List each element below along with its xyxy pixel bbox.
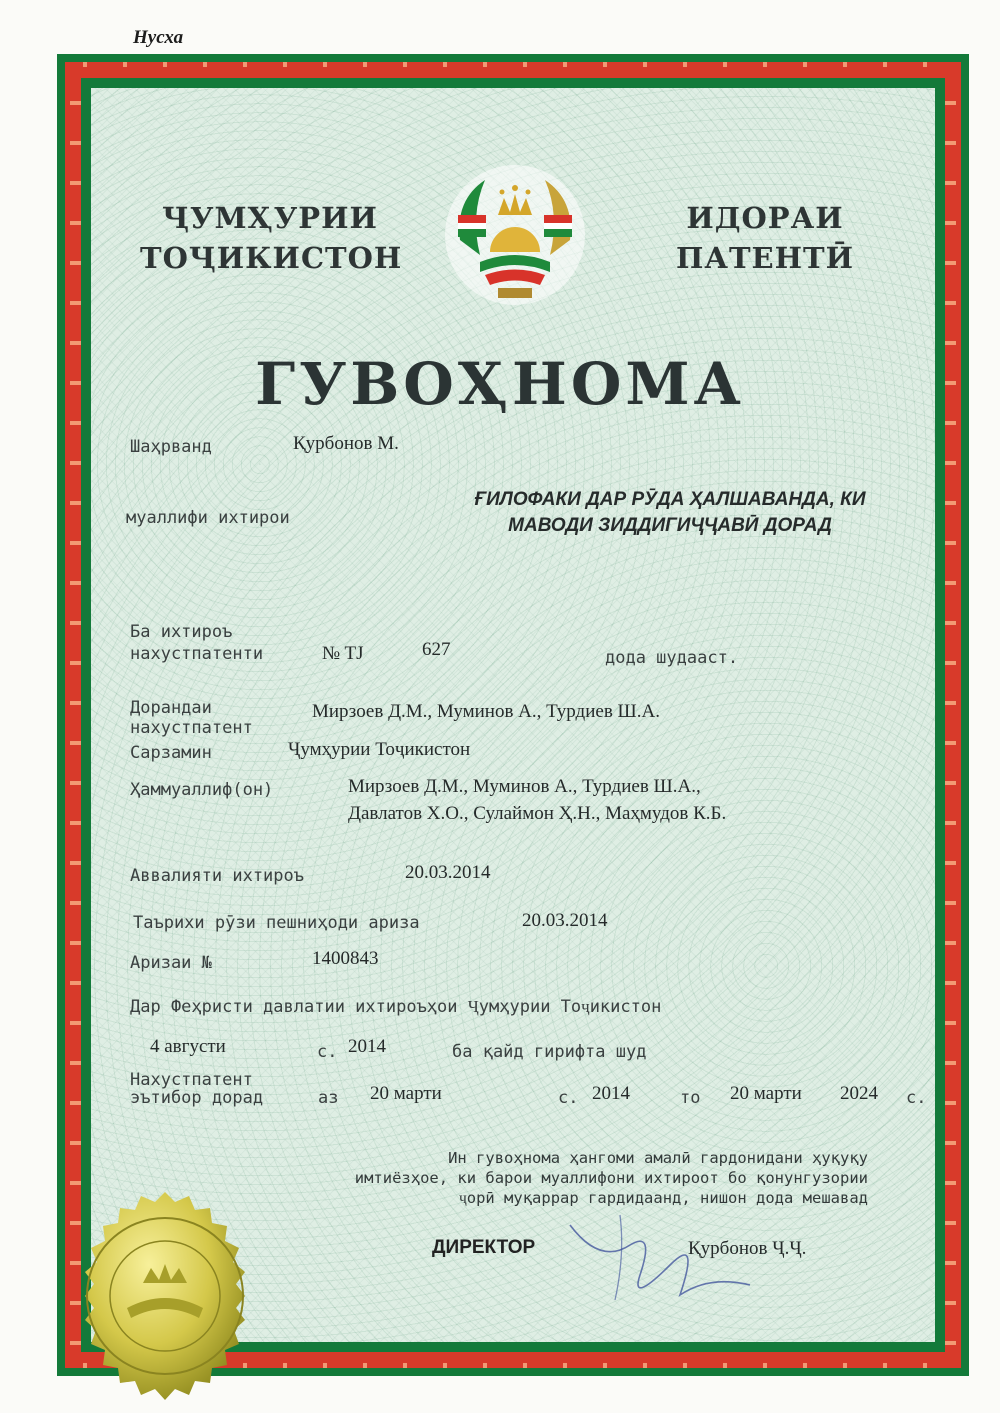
application-value: 1400843 xyxy=(312,948,379,969)
document-title: ГУВОҲНОМА xyxy=(255,350,745,418)
coauthors-line1: Мирзоев Д.М., Муминов А., Турдиев Ш.А., xyxy=(348,776,701,797)
citizen-label: Шаҳрванд xyxy=(130,437,212,457)
notice-paragraph xyxy=(200,1148,868,1208)
priority-label: Аввалияти ихтироъ xyxy=(130,866,304,886)
header-republic-line1: ҶУМҲУРИИ xyxy=(162,201,378,235)
registry-line: Дар Феҳристи давлатии ихтироъҳои Ҷумҳурии Тоҷикистон xyxy=(130,997,662,1017)
validity-label-line1: Нахустпатент xyxy=(130,1070,253,1090)
registry-year: 2014 xyxy=(348,1036,386,1057)
header-patent-office xyxy=(655,198,875,278)
priority-value: 20.03.2014 xyxy=(405,862,491,883)
validity-from-year: 2014 xyxy=(592,1083,630,1104)
patent-number-prefix: № TJ xyxy=(322,643,364,664)
coauthors-line2: Давлатов Х.О., Сулаймон Ҳ.Н., Маҳмудов К.Б. xyxy=(348,803,727,824)
invention-title-line1: ҒИЛОФАКИ ДАР РӮДА ҲАЛШАВАНДА, КИ xyxy=(474,489,866,510)
patent-issued-text: дода шудааст. xyxy=(605,648,739,668)
registry-year-prefix: с. xyxy=(317,1042,338,1062)
notice-line2: имтиёзҳое, ки барои муаллифони ихтироот бо қонунгузории xyxy=(354,1169,868,1187)
director-name: Қурбонов Ҷ.Ҷ. xyxy=(688,1238,807,1259)
header-republic xyxy=(140,198,403,278)
validity-to-word: то xyxy=(680,1088,701,1108)
validity-from-word: аз xyxy=(318,1088,339,1108)
validity-to-date: 20 марти xyxy=(730,1083,802,1104)
director-label: ДИРЕКТОР xyxy=(432,1237,536,1258)
notice-line3: ҷорӣ муқаррар гардидаанд, нишон дода мешавад xyxy=(458,1189,868,1207)
validity-s1: с. xyxy=(558,1088,579,1108)
filing-date-value: 20.03.2014 xyxy=(522,910,608,931)
registry-day: 4 августи xyxy=(150,1036,226,1057)
header-patent-office-line2: ПАТЕНТӢ xyxy=(675,241,855,275)
holder-label-line2: нахустпатент xyxy=(130,718,253,738)
validity-s2: с. xyxy=(906,1088,927,1108)
holder-value: Мирзоев Д.М., Муминов А., Турдиев Ш.А. xyxy=(312,701,660,722)
patent-label-line2: нахустпатенти xyxy=(130,644,264,664)
country-value: Ҷумҳурии Тоҷикистон xyxy=(288,739,471,760)
patent-number: 627 xyxy=(422,639,451,660)
registry-suffix: ба қайд гирифта шуд xyxy=(452,1042,647,1062)
application-label: Аризаи № xyxy=(130,953,212,973)
header-republic-line2: ТОҶИКИСТОН xyxy=(140,241,403,275)
holder-label-line1: Дорандаи xyxy=(130,698,212,718)
validity-to-year: 2024 xyxy=(840,1083,878,1104)
notice-line1: Ин гувоҳнома ҳангоми амалӣ гардонидани ҳуқуқу xyxy=(448,1149,868,1167)
filing-date-label: Таърихи рӯзи пешниҳоди ариза xyxy=(133,913,420,933)
citizen-value: Қурбонов М. xyxy=(293,433,399,454)
director-signature-icon xyxy=(560,1205,760,1315)
validity-label-line2: эътибор дорад xyxy=(130,1088,264,1108)
state-emblem-icon xyxy=(440,160,590,310)
gold-seal-icon xyxy=(55,1188,275,1408)
header-patent-office-line1: ИДОРАИ xyxy=(686,201,844,235)
patent-label-line1: Ба ихтироъ xyxy=(130,622,233,642)
invention-title xyxy=(420,487,920,539)
invention-title-line2: МАВОДИ ЗИДДИГИҶҶАВӢ ДОРАД xyxy=(508,515,832,536)
validity-from-date: 20 марти xyxy=(370,1083,442,1104)
country-label: Сарзамин xyxy=(130,743,212,763)
author-label: муаллифи ихтирои xyxy=(126,508,290,528)
copy-mark: Нусха xyxy=(133,27,184,48)
coauthors-label: Ҳаммуаллиф(он) xyxy=(130,780,274,800)
